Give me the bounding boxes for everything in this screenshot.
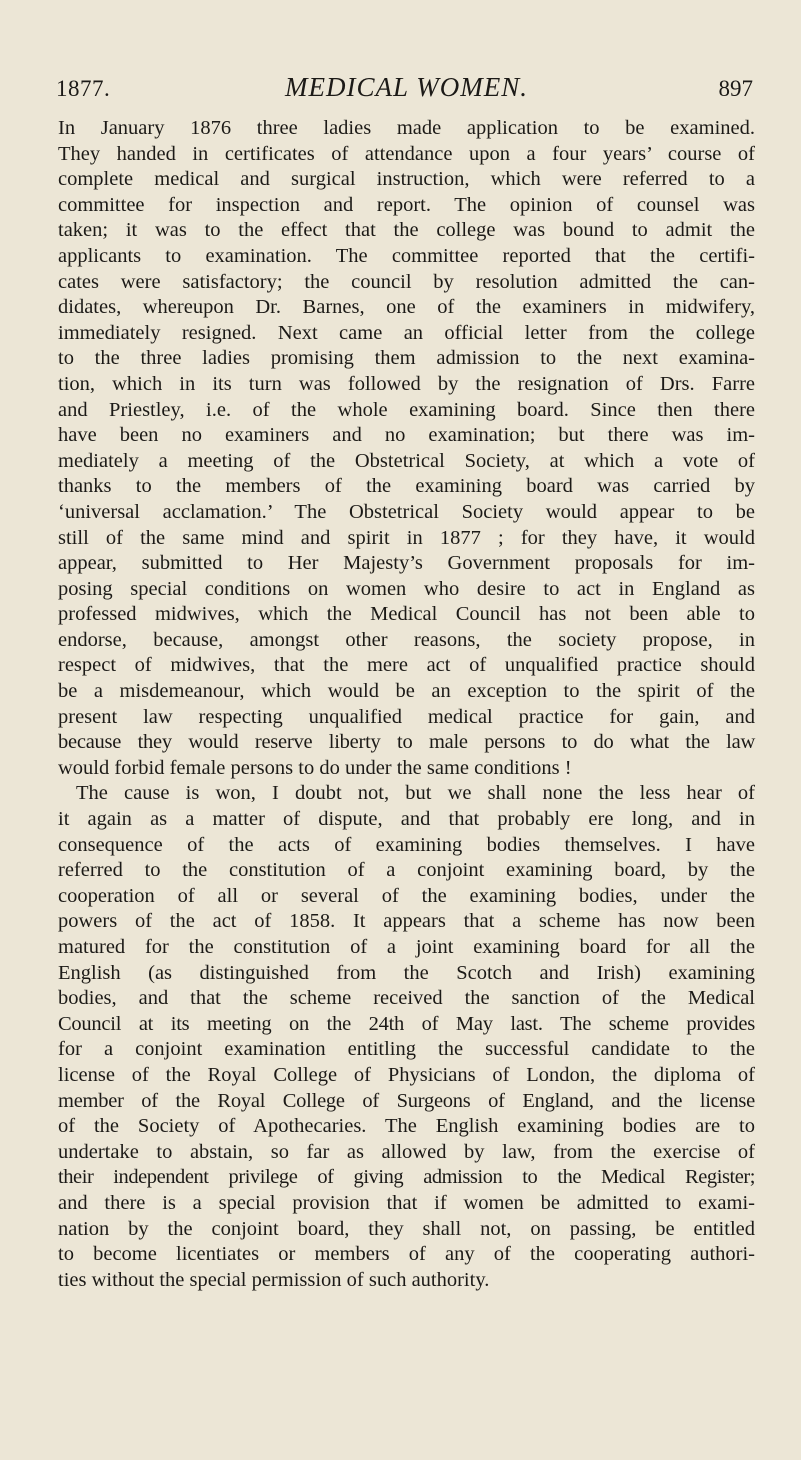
text-line: committee for inspection and report. The opinion of counsel was [58, 193, 755, 216]
text-line: for a conjoint examination entitling the successful candidate to the [58, 1038, 755, 1061]
body-text [58, 116, 755, 1293]
text-line: nation by the conjoint board, they shall not, on passing, be entitled [58, 1217, 755, 1240]
text-line: consequence of the acts of examining bodies themselves. I have [58, 833, 755, 856]
text-line: mediately a meeting of the Obstetrical Society, at which a vote of [58, 449, 755, 472]
text-line: immediately resigned. Next came an official letter from the college [58, 321, 755, 344]
text-line: be a misdemeanour, which would be an exception to the spirit of the [58, 680, 755, 703]
text-line: powers of the act of 1858. It appears that a scheme has now been [58, 910, 755, 933]
text-line: would forbid female persons to do under the same conditions ! [58, 756, 572, 779]
text-line: matured for the constitution of a joint examining board for all the [58, 936, 755, 958]
text-line: In January 1876 three ladies made application to be examined. [58, 117, 755, 139]
running-head-year: 1877. [56, 76, 111, 101]
text-line: have been no examiners and no examination; but there was im- [58, 424, 755, 447]
text-line: didates, whereupon Dr. Barnes, one of the examiners in midwifery, [58, 296, 755, 319]
text-line: applicants to examination. The committee reported that the certifi- [58, 244, 755, 267]
text-line: respect of midwives, that the mere act of unqualified practice should [58, 654, 755, 677]
text-line: professed midwives, which the Medical Council has not been able to [58, 603, 755, 626]
text-line: and there is a special provision that if women be admitted to exami- [58, 1191, 755, 1214]
text-line: They handed in certificates of attendance upon a four years’ course of [58, 142, 755, 165]
text-line: taken; it was to the effect that the college was bound to admit the [58, 219, 755, 242]
text-line: The cause is won, I doubt not, but we shall none the less hear of [76, 782, 755, 805]
text-line: and Priestley, i.e. of the whole examining board. Since then there [58, 398, 755, 421]
text-line: member of the Royal College of Surgeons of England, and the license [58, 1089, 755, 1112]
text-line: referred to the constitution of a conjoint examining board, by the [58, 859, 755, 882]
text-line: ‘universal acclamation.’ The Obstetrical Society would appear to be [58, 500, 755, 523]
text-line: present law respecting unqualified medical practice for gain, and [58, 705, 755, 728]
text-line: because they would reserve liberty to male persons to do what the law [58, 731, 755, 754]
text-line: thanks to the members of the examining board was carried by [58, 475, 755, 498]
text-line: cates were satisfactory; the council by resolution admitted the can- [58, 270, 755, 293]
text-line: Council at its meeting on the 24th of May last. The scheme provides [58, 1012, 755, 1035]
text-line: endorse, because, amongst other reasons, the society propose, in [58, 628, 755, 651]
page-number: 897 [718, 76, 753, 101]
text-line: of the Society of Apothecaries. The English examining bodies are to [58, 1115, 755, 1138]
text-line: ties without the special permission of such authority. [58, 1268, 490, 1291]
text-line: undertake to abstain, so far as allowed by law, from the exercise of [58, 1140, 755, 1163]
running-head [56, 72, 753, 108]
text-line: to the three ladies promising them admission to the next examina- [58, 347, 755, 370]
text-line: tion, which in its turn was followed by the resignation of Drs. Farre [58, 372, 755, 395]
text-line: complete medical and surgical instruction, which were referred to a [58, 168, 755, 191]
text-line: English (as distinguished from the Scotch and Irish) examining [58, 961, 755, 984]
text-line: appear, submitted to Her Majesty’s Government proposals for im- [58, 552, 755, 575]
text-line: bodies, and that the scheme received the sanction of the Medical [58, 987, 755, 1010]
text-line: it again as a matter of dispute, and that probably ere long, and in [58, 808, 755, 831]
text-line: license of the Royal College of Physicians of London, the diploma of [58, 1063, 755, 1086]
text-line: to become licentiates or members of any of the cooperating authori- [58, 1243, 755, 1266]
running-head-title: MEDICAL WOMEN. [285, 72, 528, 102]
text-line: still of the same mind and spirit in 1877 ; for they have, it would [58, 526, 755, 549]
text-line: cooperation of all or several of the examining bodies, under the [58, 884, 755, 907]
text-line: posing special conditions on women who desire to act in England as [58, 577, 755, 600]
text-line: their independent privilege of giving admission to the Medical Register; [58, 1166, 755, 1189]
